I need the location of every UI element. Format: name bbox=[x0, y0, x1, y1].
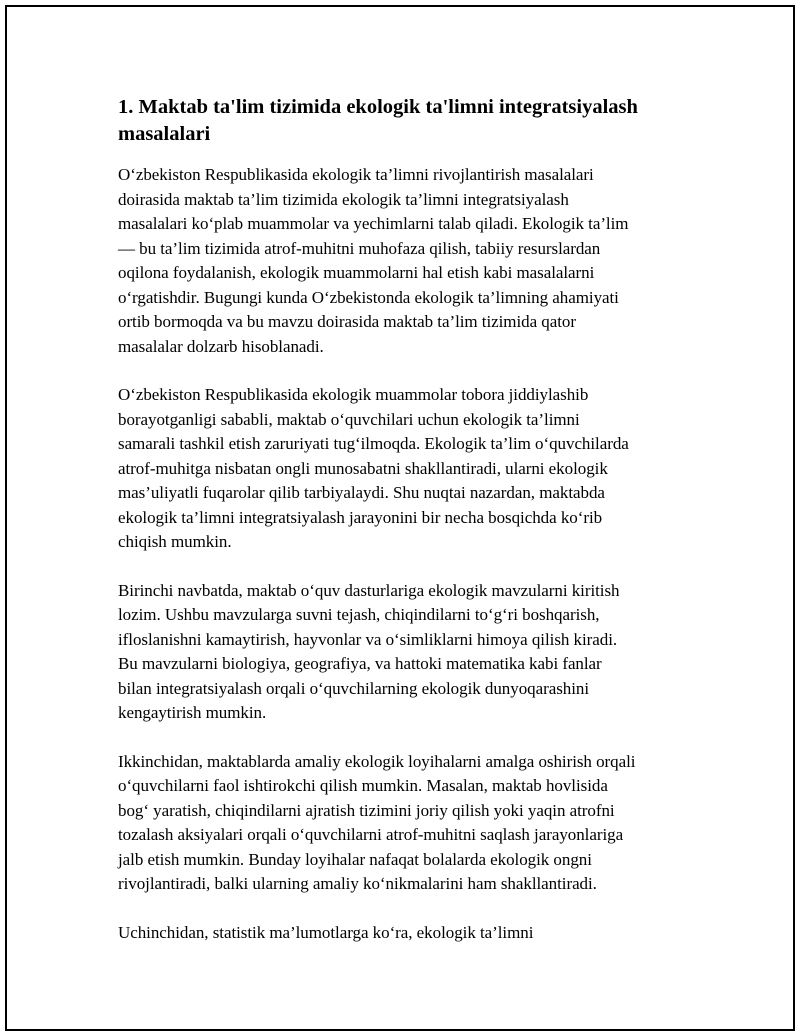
paragraph-2 bbox=[118, 383, 698, 555]
paragraph-line: samarali tashkil etish zaruriyati tug‘ilmoqda. Ekologik ta’lim o‘quvchilarda bbox=[118, 434, 629, 453]
paragraph-1 bbox=[118, 163, 698, 359]
paragraph-line: bilan integratsiyalash orqali o‘quvchilarning ekologik dunyoqarashini bbox=[118, 678, 590, 698]
paragraph-line: o‘quvchilarni faol ishtirokchi qilish mumkin. Masalan, maktab hovlisida bbox=[118, 776, 608, 795]
paragraph-line: Bu mavzularni biologiya, geografiya, va hattoki matematika kabi fanlar bbox=[118, 654, 602, 673]
paragraph-line: oqilona foydalanish, ekologik muammolarni hal etish kabi masalalarni bbox=[118, 263, 595, 282]
paragraph-line: Ikkinchidan, maktablarda amaliy ekologik loyihalarni amalga oshirish orqali bbox=[118, 751, 636, 771]
paragraph-line: chiqish mumkin. bbox=[118, 532, 232, 551]
paragraph-line: bog‘ yaratish, chiqindilarni ajratish tizimini joriy qilish yoki yaqin atrofni bbox=[118, 800, 615, 820]
paragraph-line: o‘rgatishdir. Bugungi kunda O‘zbekistonda ekologik ta’limning ahamiyati bbox=[118, 287, 619, 307]
paragraph-4 bbox=[118, 750, 698, 897]
paragraph-line: lozim. Ushbu mavzularga suvni tejash, chiqindilarni to‘g‘ri boshqarish, bbox=[118, 605, 600, 624]
section-heading bbox=[118, 94, 698, 148]
paragraph-line: masalalar dolzarb hisoblanadi. bbox=[118, 336, 324, 356]
paragraph-line: borayotganligi sababli, maktab o‘quvchilari uchun ekologik ta’limni bbox=[118, 409, 580, 429]
paragraph-line: doirasida maktab ta’lim tizimida ekologik ta’limni integratsiyalash bbox=[118, 189, 569, 209]
paragraph-line: ifloslanishni kamaytirish, hayvonlar va o‘simliklarni himoya qilish kiradi. bbox=[118, 629, 618, 649]
paragraph-line: mas’uliyatli fuqarolar qilib tarbiyalaydi. Shu nuqtai nazardan, maktabda bbox=[118, 483, 605, 502]
paragraph-line: O‘zbekiston Respublikasida ekologik ta’limni rivojlantirish masalalari bbox=[118, 165, 594, 184]
paragraph-line: masalalari ko‘plab muammolar va yechimlarni talab qiladi. Ekologik ta’lim bbox=[118, 214, 629, 233]
paragraph-3 bbox=[118, 579, 698, 726]
paragraph-line: Birinchi navbatda, maktab o‘quv dasturlariga ekologik mavzularni kiritish bbox=[118, 580, 620, 600]
paragraph-line: ortib bormoqda va bu mavzu doirasida maktab ta’lim tizimida qator bbox=[118, 312, 576, 331]
paragraph-line: Uchinchidan, statistik ma’lumotlarga ko‘ra, ekologik ta’limni bbox=[118, 922, 534, 942]
paragraph-line: kengaytirish mumkin. bbox=[118, 703, 267, 722]
document-body bbox=[118, 94, 698, 969]
paragraph-line: atrof-muhitga nisbatan ongli munosabatni shakllantiradi, ularni ekologik bbox=[118, 458, 608, 478]
paragraph-line: jalb etish mumkin. Bunday loyihalar nafaqat bolalarda ekologik ongni bbox=[118, 849, 592, 869]
heading-line: 1. Maktab ta'lim tizimida ekologik ta'limni integratsiyalash bbox=[118, 96, 638, 118]
paragraph-line: — bu ta’lim tizimida atrof-muhitni muhofaza qilish, tabiiy resurslardan bbox=[118, 238, 601, 258]
paragraph-line: tozalash aksiyalari orqali o‘quvchilarni atrof-muhitni saqlash jarayonlariga bbox=[118, 825, 624, 844]
heading-line: masalalari bbox=[118, 123, 211, 145]
paragraph-line: rivojlantiradi, balki ularning amaliy ko‘nikmalarini ham shakllantiradi. bbox=[118, 874, 597, 893]
paragraph-line: O‘zbekiston Respublikasida ekologik muammolar tobora jiddiylashib bbox=[118, 385, 589, 404]
paragraph-line: ekologik ta’limni integratsiyalash jarayonini bir necha bosqichda ko‘rib bbox=[118, 507, 603, 527]
paragraph-5 bbox=[118, 921, 698, 946]
